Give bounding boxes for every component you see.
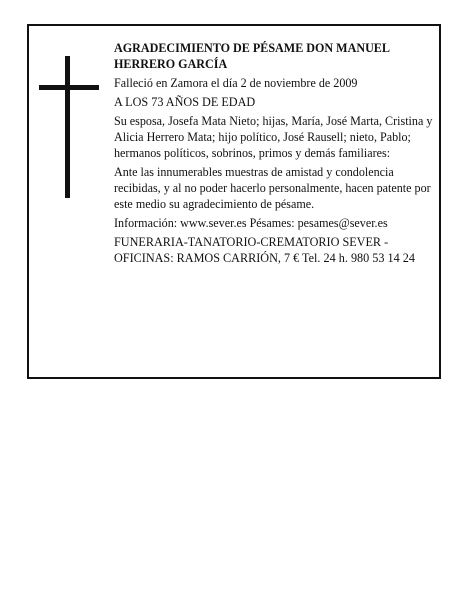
funeral-home-info: FUNERARIA-TANATORIO-CREMATORIO SEVER - OFICINAS: RAMOS CARRIÓN, 7 € Tel. 24 h. 980 53 14 24 [114, 235, 415, 265]
cross-icon [39, 56, 99, 198]
contact-info: Información: www.sever.es Pésames: pesames@sever.es [114, 216, 388, 230]
notice-title: AGRADECIMIENTO DE PÉSAME DON MANUEL HERRERO GARCÍA [114, 41, 390, 71]
cross-vertical-bar [65, 56, 70, 198]
death-info: Falleció en Zamora el día 2 de noviembre de 2009 [114, 76, 358, 90]
gratitude-text: Ante las innumerables muestras de amistad y condolencia recibidas, y al no poder hacerlo personalmente, hacen patente por este medio su agradecimiento de pésame. [114, 165, 431, 211]
obituary-notice [27, 24, 441, 379]
family-list: Su esposa, Josefa Mata Nieto; hijas, María, José Marta, Cristina y Alicia Herrero Mata; hijo político, José Rausell; nieto, Pablo; hermanos políticos, sobrinos, primos y demás familiares: [114, 114, 433, 160]
age-line: A LOS 73 AÑOS DE EDAD [114, 95, 256, 109]
notice-text [114, 40, 436, 269]
cross-horizontal-bar [39, 85, 99, 90]
